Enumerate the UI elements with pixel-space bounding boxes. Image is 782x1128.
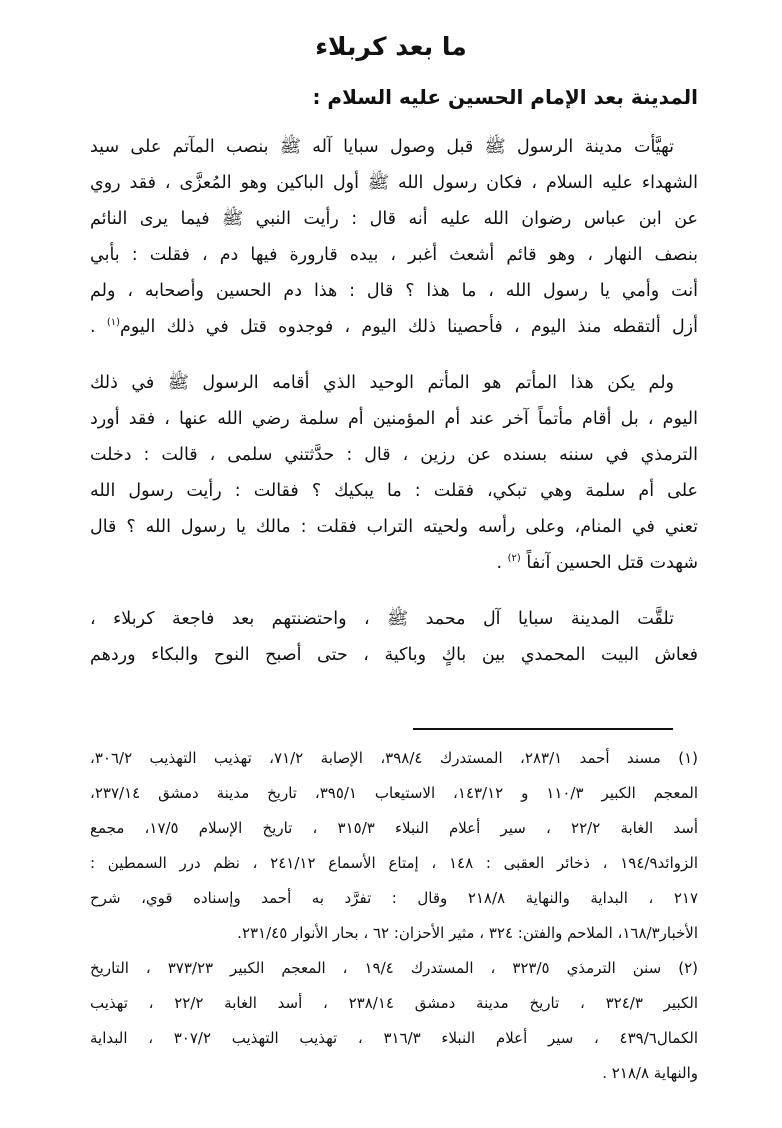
text-line: على أم سلمة وهي تبكي، فقلت : ما يبكيك ؟ فقالت : رأيت رسول الله	[90, 481, 698, 501]
text-line-with-footnote	[90, 546, 698, 580]
text-line: اليوم ، بل أقام مأتماً آخر عند أم المؤمنين أم سلمة رضي الله عنها ، فقد أورد	[90, 409, 698, 429]
chapter-title: ما بعد كربلاء	[315, 32, 467, 61]
text-line: تهيَّأت مدينة الرسول ﷺ قبل وصول سبايا آله ﷺ بنصب المآتم على سيد	[90, 137, 674, 157]
end-punctuation: .	[90, 317, 96, 337]
footnote-line: المعجم الكبير ١١٠/٣ و ١٤٣/١٢، الاستيعاب ٣٩٥/١، تاريخ مدينة دمشق ٢٣٧/١٤،	[90, 784, 698, 802]
footnote-line: والنهاية ٢١٨/٨ .	[602, 1064, 698, 1082]
text-line: تلقَّت المدينة سبايا آل محمد ﷺ ، واحتضنتهم بعد فاجعة كربلاء ،	[90, 609, 674, 629]
footnote-line: الزوائد١٩٤/٩ ، ذخائر العقبى : ١٤٨ ، إمتاع الأسماع ٢٤١/١٢ ، نظم درر السمطين :	[90, 854, 698, 872]
text-line: الترمذي في سننه بسنده عن رزين ، قال : حدَّثتني سلمى ، قالت : دخلت	[90, 445, 698, 465]
footnote-line: ٢١٧ ، البداية والنهاية ٢١٨/٨ وقال : تفرَّد به أحمد وإسناده قوي، شرح	[90, 889, 698, 907]
footnote-separator	[413, 728, 673, 730]
text-line: شهدت قتل الحسين آنفاً	[526, 553, 698, 573]
footnote-line: أسد الغابة ٢٢/٢ ، سير أعلام النبلاء ٣١٥/٣ ، تاريخ الإسلام ١٧/٥، مجمع	[90, 819, 698, 837]
footnote-line: الكبير ٣٢٤/٣ ، تاريخ مدينة دمشق ٢٣٨/١٤ ، أسد الغابة ٢٢/٢ ، تهذيب	[90, 994, 698, 1012]
text-line: أزل ألتقطه منذ اليوم ، فأحصينا ذلك اليوم ، فوجدوه قتل في ذلك اليوم	[120, 317, 698, 337]
text-line: تعني في المنام، وعلى رأسه ولحيته التراب فقلت : مالك يا رسول الله ؟ قال	[90, 517, 698, 537]
text-line: ولم يكن هذا المأتم هو المأتم الوحيد الذي أقامه الرسول ﷺ في ذلك	[90, 373, 674, 393]
text-line: بنصف النهار ، وهو قائم أشعث أغبر ، بيده قارورة فيها دم ، فقلت : بأبي	[90, 245, 698, 265]
footnote-line: (٢) سنن الترمذي ٣٢٣/٥ ، المستدرك ١٩/٤ ، المعجم الكبير ٣٧٣/٢٣ ، التاريخ	[90, 959, 698, 977]
footnote-line: (١) مسند أحمد ٢٨٣/١، المستدرك ٣٩٨/٤، الإصابة ٧١/٢، تهذيب التهذيب ٣٠٦/٢،	[90, 749, 698, 767]
footnote-line: الكمال٤٣٩/٦ ، سير أعلام النبلاء ٣١٦/٣ ، تهذيب التهذيب ٣٠٧/٢ ، البداية	[90, 1029, 698, 1047]
text-line: أنت وأمي يا رسول الله ، ما هذا ؟ قال : هذا دم الحسين وأصحابه ، ولم	[90, 281, 698, 301]
footnote-ref-2[interactable]: (٢)	[507, 553, 521, 565]
section-heading: المدينة بعد الإمام الحسين عليه السلام :	[312, 85, 698, 109]
footnote-line: الأخبار١٦٨/٣، الملاحم والفتن: ٣٢٤ ، مثير الأحزان: ٦٢ ، بحار الأنوار ٢٣١/٤٥.	[237, 924, 698, 942]
text-line-with-footnote	[90, 310, 698, 344]
text-line: الشهداء عليه السلام ، فكان رسول الله ﷺ أول الباكين وهو المُعزَّى ، فقد روي	[90, 173, 698, 193]
end-punctuation: .	[496, 553, 503, 573]
text-line: عن ابن عباس رضوان الله عليه أنه قال : رأيت النبي ﷺ فيما يرى النائم	[90, 209, 698, 229]
footnote-ref-1[interactable]: (١)	[106, 317, 121, 329]
text-line: فعاش البيت المحمدي بين باكٍ وباكية ، حتى أصبح النوح والبكاء وردهم	[90, 645, 698, 665]
